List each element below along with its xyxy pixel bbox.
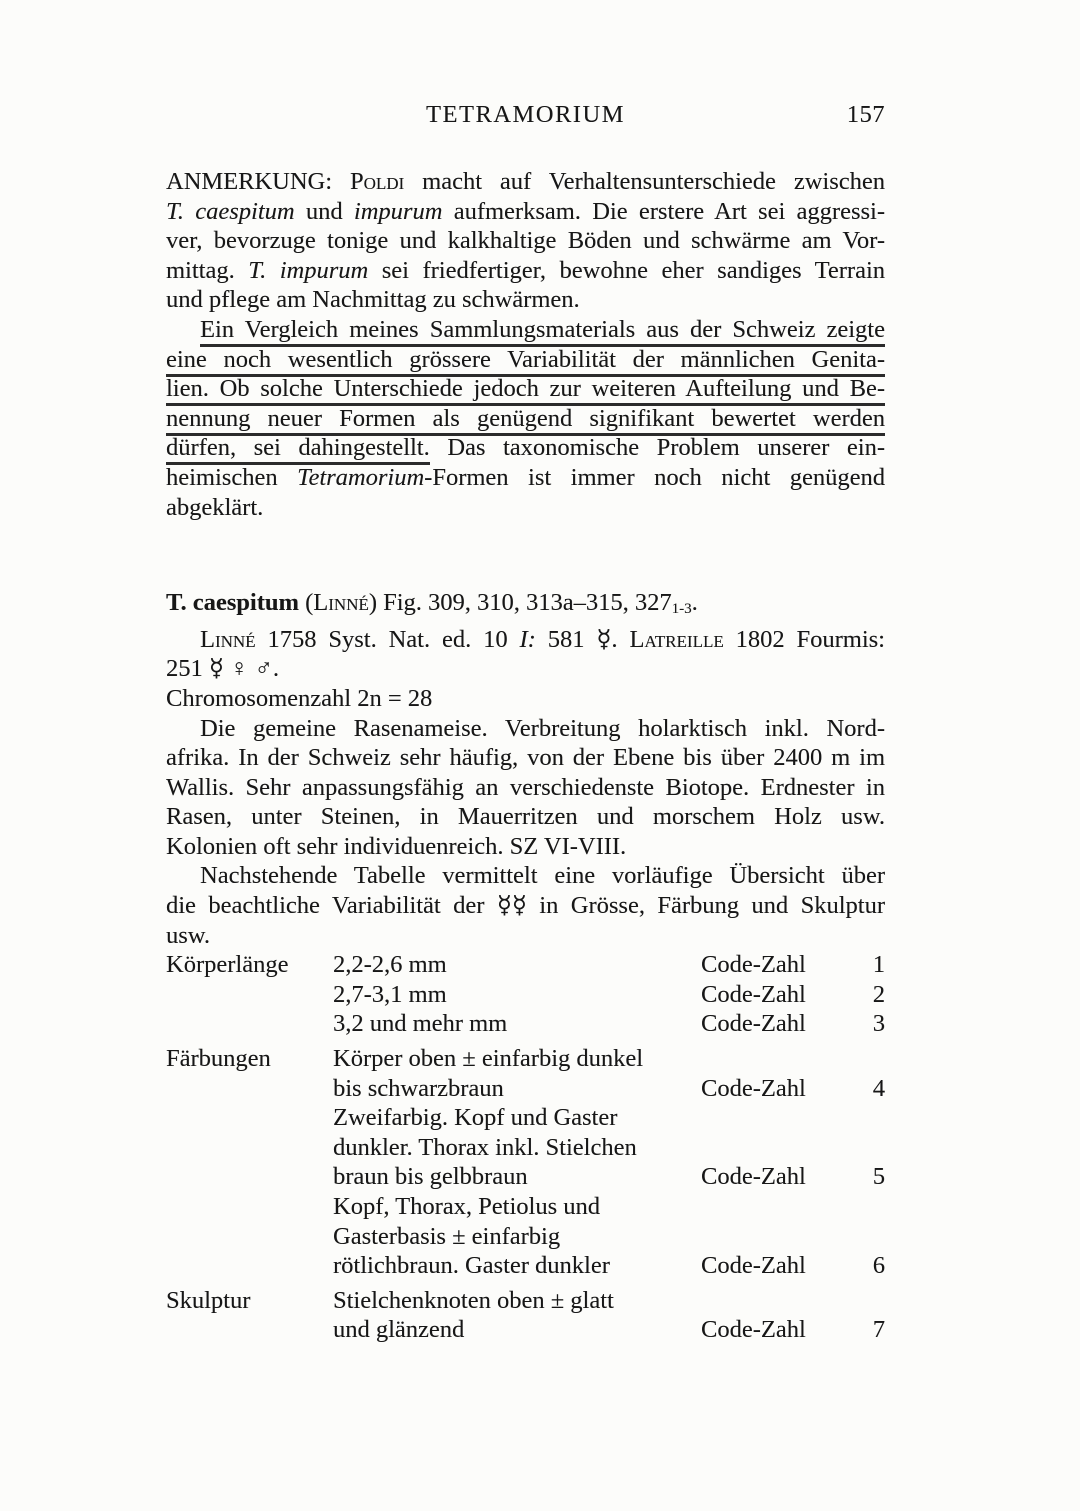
- text-segment: T. caespitum: [166, 197, 295, 225]
- text-segment: (: [298, 589, 314, 617]
- text-segment: mittag.: [166, 256, 249, 284]
- code-zahl-value: [813, 1103, 885, 1133]
- text-line: [166, 167, 885, 197]
- text-line: [166, 433, 885, 463]
- table-row-desc: 3,2 und mehr mm: [333, 1010, 508, 1038]
- table-row-desc: Zweifarbig. Kopf und Gaster: [333, 1104, 618, 1132]
- table-row: [166, 1074, 885, 1104]
- code-zahl-label: Code-Zahl: [701, 1074, 806, 1102]
- code-zahl-label: [701, 1133, 813, 1163]
- text-segment: -Formen ist immer noch nicht genügend: [424, 463, 885, 491]
- table-row-desc: Gasterbasis ± einfarbig: [333, 1222, 561, 1250]
- chromosome-line: [166, 684, 885, 714]
- text-line: [166, 256, 885, 286]
- page-body: [166, 167, 885, 1345]
- code-zahl-value: 6: [872, 1252, 885, 1280]
- running-head-title: TETRAMORIUM: [426, 101, 625, 128]
- code-zahl-value: [813, 1222, 885, 1252]
- species-heading: [166, 588, 885, 625]
- text-segment: ver, bevorzuge tonige und kalkhaltige Böden und schwärme am Vor-: [166, 227, 885, 255]
- text-segment: abgeklärt.: [166, 493, 264, 521]
- table-row-label: [166, 980, 333, 1010]
- text-line: [166, 891, 885, 921]
- table-row-label: [166, 1103, 333, 1133]
- code-zahl-value: 2: [872, 980, 885, 1008]
- synonymy-paragraph: [166, 625, 885, 684]
- text-line: [166, 773, 885, 803]
- code-zahl-value: [813, 1286, 885, 1316]
- hand-underlined-text: lien. Ob solche Unterschiede jedoch zur weiteren Aufteilung und Be-: [166, 375, 885, 406]
- text-segment: 1758 Syst. Nat. ed. 10: [255, 625, 520, 653]
- code-zahl-value: 3: [872, 1010, 885, 1038]
- text-line: [166, 921, 885, 951]
- text-segment: Linné: [200, 625, 256, 653]
- table-row-label: [166, 1315, 333, 1345]
- text-segment: Linné: [313, 589, 369, 617]
- text-segment: T. caespitum: [166, 589, 299, 617]
- code-zahl-label: Code-Zahl: [701, 980, 806, 1008]
- description-paragraph: [166, 714, 885, 862]
- text-segment: Wallis. Sehr anpassungsfähig an verschiedenste Biotope. Erdnester in: [166, 773, 885, 801]
- table-row: [166, 1103, 885, 1133]
- text-line: [166, 285, 885, 315]
- text-segment: Chromosomenzahl 2n = 28: [166, 684, 433, 712]
- table-row-desc: 2,2-2,6 mm: [333, 951, 447, 979]
- table-row: [166, 1162, 885, 1192]
- text-segment: und: [294, 197, 354, 225]
- text-line: [166, 374, 885, 404]
- anmerkung-paragraph: [166, 167, 885, 315]
- table-row: [166, 1044, 885, 1074]
- text-line: [166, 345, 885, 375]
- hand-underlined-text: nennung neuer Formen als genügend signifikant bewertet werden: [166, 405, 885, 436]
- table-row: [166, 1286, 885, 1316]
- text-segment: 1-3: [671, 601, 692, 618]
- table-row-desc: 2,7-3,1 mm: [333, 980, 447, 1008]
- table-row-label: Skulptur: [166, 1286, 251, 1314]
- code-zahl-value: [813, 1044, 885, 1074]
- table-row-label: Färbungen: [166, 1045, 271, 1073]
- table-row: [166, 1315, 885, 1345]
- text-segment: Nachstehende Tabelle vermittelt eine vorläufige Übersicht über: [200, 862, 885, 890]
- text-line: [166, 463, 885, 493]
- code-zahl-value: [813, 1133, 885, 1163]
- hand-underlined-text: dürfen, sei dahingestellt.: [166, 434, 430, 465]
- text-segment: .: [691, 589, 698, 617]
- table-row: [166, 1251, 885, 1281]
- code-zahl-label: [701, 1192, 813, 1222]
- table-row-desc: Stielchenknoten oben ± glatt: [333, 1286, 614, 1314]
- code-zahl-label: [701, 1222, 813, 1252]
- table-row: [166, 1222, 885, 1252]
- page-number: 157: [846, 101, 885, 128]
- table-row-label: [166, 1074, 333, 1104]
- text-segment: I:: [519, 625, 536, 653]
- vertical-gap: [166, 522, 885, 588]
- text-segment: Das taxonomische Problem unserer ein-: [429, 434, 885, 462]
- table-row-label: [166, 1162, 333, 1192]
- table-row-desc: braun bis gelbbraun: [333, 1163, 528, 1191]
- text-line: [166, 832, 885, 862]
- text-segment: Tetramorium: [297, 463, 425, 491]
- text-segment: heimischen: [166, 463, 298, 491]
- text-line: [166, 588, 885, 625]
- text-line: [166, 625, 885, 655]
- text-segment: 251 ☿ ♀ ♂.: [166, 655, 280, 683]
- table-intro-paragraph: [166, 861, 885, 950]
- code-zahl-value: 7: [872, 1316, 885, 1344]
- code-zahl-label: Code-Zahl: [701, 951, 806, 979]
- table-row-desc: rötlichbraun. Gaster dunkler: [333, 1252, 610, 1280]
- text-segment: ) Fig. 309, 310, 313a–315, 327: [368, 589, 672, 617]
- text-segment: Rasen, unter Steinen, in Mauerritzen und morschem Holz usw.: [166, 803, 885, 831]
- code-zahl-value: 5: [872, 1163, 885, 1191]
- text-segment: Latreille: [629, 625, 724, 653]
- text-segment: 1802 Fourmis:: [723, 625, 885, 653]
- table-row-desc: Kopf, Thorax, Petiolus und: [333, 1193, 600, 1220]
- table-row: [166, 980, 885, 1010]
- table-row-desc: und glänzend: [333, 1316, 465, 1344]
- text-line: [166, 802, 885, 832]
- table-row-label: [166, 1192, 333, 1222]
- table-row: [166, 1009, 885, 1039]
- table-row: [166, 1133, 885, 1163]
- table-row-label: [166, 1222, 333, 1252]
- text-segment: 581 ☿.: [535, 625, 630, 653]
- table-row-label: [166, 1251, 333, 1281]
- text-segment: und pflege am Nachmittag zu schwärmen.: [166, 286, 580, 314]
- code-zahl-label: Code-Zahl: [701, 1163, 806, 1191]
- code-zahl-label: Code-Zahl: [701, 1252, 806, 1280]
- text-segment: sei friedfertiger, bewohne eher sandiges Terrain: [368, 256, 885, 284]
- text-segment: ANMERKUNG:: [166, 168, 350, 195]
- code-zahl-value: 4: [872, 1074, 885, 1102]
- text-segment: Die gemeine Rasenameise. Verbreitung holarktisch inkl. Nord-: [200, 714, 885, 742]
- text-segment: die beachtliche Variabilität der ☿☿ in Grösse, Färbung und Skulptur: [166, 892, 885, 920]
- text-line: [166, 861, 885, 891]
- table-row-desc: Körper oben ± einfarbig dunkel: [333, 1045, 644, 1073]
- text-line: [166, 493, 885, 523]
- text-line: [166, 654, 885, 684]
- text-line: [166, 315, 885, 345]
- variability-code-table: [166, 950, 885, 1345]
- text-line: [166, 226, 885, 256]
- text-line: [166, 684, 885, 714]
- code-zahl-label: [701, 1103, 813, 1133]
- vergleich-paragraph: [166, 315, 885, 522]
- text-segment: afrika. In der Schweiz sehr häufig, von der Ebene bis über 2400 m im: [166, 744, 885, 772]
- text-segment: impurum: [353, 197, 443, 225]
- text-segment: Poldi: [349, 168, 405, 195]
- text-segment: T. impurum: [248, 256, 369, 284]
- table-row: [166, 1192, 885, 1222]
- text-line: [166, 404, 885, 434]
- text-line: [166, 743, 885, 773]
- table-row-desc: bis schwarzbraun: [333, 1074, 504, 1102]
- table-row: [166, 950, 885, 980]
- hand-underlined-text: eine noch wesentlich grössere Variabilität der männlichen Genita-: [166, 346, 885, 377]
- code-zahl-label: [701, 1286, 813, 1316]
- text-segment: macht auf Verhaltensunterschiede zwischen: [404, 168, 885, 195]
- text-line: [166, 714, 885, 744]
- text-segment: usw.: [166, 921, 211, 949]
- code-zahl-label: Code-Zahl: [701, 1010, 806, 1038]
- text-line: [166, 197, 885, 227]
- table-row-label: [166, 1133, 333, 1163]
- table-row-desc: dunkler. Thorax inkl. Stielchen: [333, 1133, 637, 1161]
- code-zahl-value: 1: [872, 951, 885, 979]
- code-zahl-value: [813, 1192, 885, 1222]
- table-row-label: [166, 1009, 333, 1039]
- running-head: [166, 101, 885, 129]
- code-zahl-label: [701, 1044, 813, 1074]
- table-row-label: Körperlänge: [166, 951, 289, 979]
- text-segment: aufmerksam. Die erstere Art sei aggressi-: [442, 197, 885, 225]
- code-zahl-label: Code-Zahl: [701, 1316, 806, 1344]
- hand-underlined-text: Ein Vergleich meines Sammlungsmaterials aus der Schweiz zeigte: [200, 316, 885, 347]
- text-segment: Kolonien oft sehr individuenreich. SZ VI-VIII.: [166, 832, 627, 860]
